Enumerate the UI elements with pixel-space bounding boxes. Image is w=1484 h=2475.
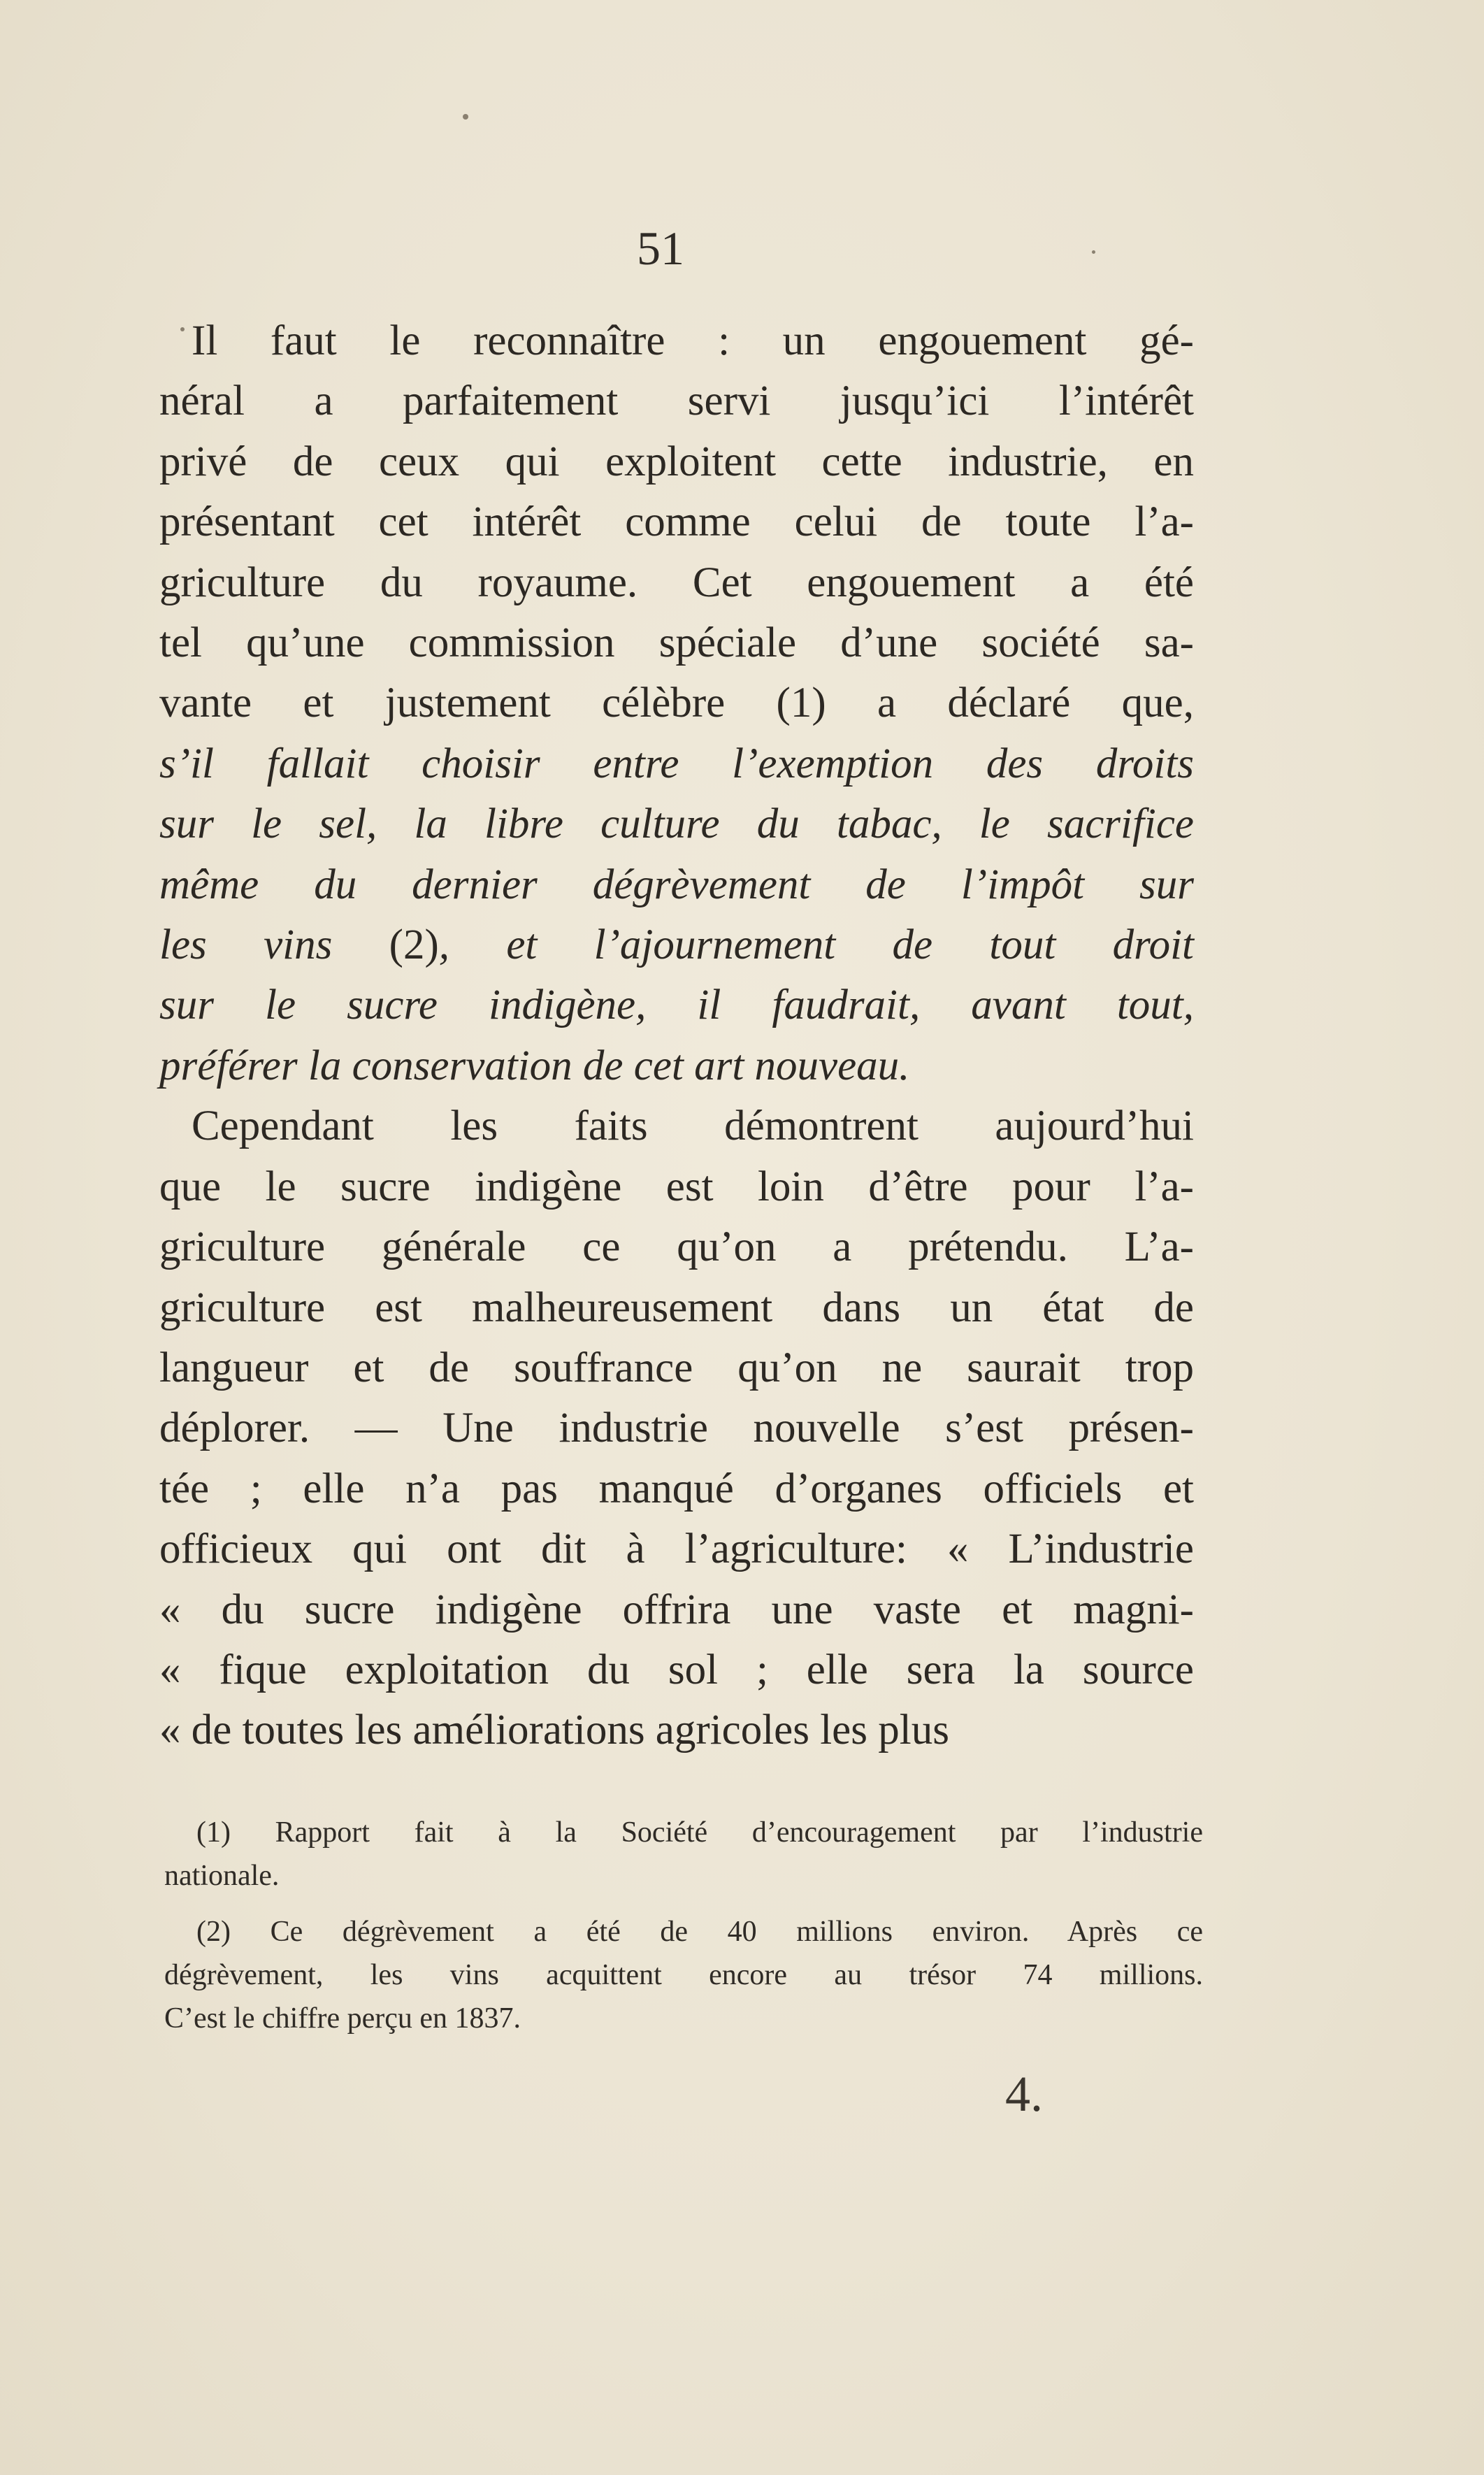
- text-segment: s’il fallait choisir entre l’exemption des droits: [159, 740, 1194, 787]
- signature-mark: 4.: [1005, 2066, 1043, 2122]
- text-line: [159, 1096, 1194, 1156]
- text-line: [159, 371, 1194, 431]
- footnote-line: (2) Ce dégrèvement a été de 40 millions environ. Après ce: [196, 1916, 1203, 1948]
- text-segment: « fique exploitation du sol ; elle sera la source: [159, 1646, 1194, 1693]
- footnote-line: (1) Rapport fait à la Société d’encouragement par l’industrie: [196, 1816, 1203, 1849]
- text-line: [159, 1217, 1194, 1277]
- page-number: 51: [637, 222, 684, 275]
- text-line: [159, 1459, 1194, 1519]
- main-text: [159, 311, 1194, 1761]
- text-segment: griculture est malheureusement dans un état de: [159, 1284, 1194, 1331]
- text-segment: sur le sel, la libre culture du tabac, le sacrifice: [159, 801, 1194, 848]
- text-segment: tel qu’une commission spéciale d’une société sa-: [159, 619, 1194, 667]
- text-segment: griculture générale ce qu’on a prétendu. L’a-: [159, 1224, 1194, 1271]
- text-segment: (2): [389, 921, 439, 969]
- text-line: [159, 1398, 1194, 1458]
- footnote-container: [164, 1811, 1203, 2040]
- paragraph-container: [159, 311, 1194, 1761]
- text-segment: sur le sucre indigène, il faudrait, avant tout,: [159, 982, 1194, 1029]
- text-segment: officieux qui ont dit à l’agriculture: « L’industrie: [159, 1526, 1194, 1573]
- footnote-line: dégrèvement, les vins acquittent encore au trésor 74 millions.: [164, 1959, 1203, 1991]
- text-line: [159, 553, 1194, 613]
- text-segment: privé de ceux qui exploitent cette industrie, en: [159, 438, 1194, 485]
- text-segment: tée ; elle n’a pas manqué d’organes officiels et: [159, 1465, 1194, 1512]
- text-segment: présentant cet intérêt comme celui de toute l’a-: [159, 498, 1194, 546]
- text-line: [159, 1278, 1194, 1338]
- ink-speck: [463, 114, 468, 120]
- footnote: [164, 1910, 1203, 2040]
- text-line: [159, 1519, 1194, 1579]
- text-line: [159, 1700, 1194, 1760]
- text-line: [159, 492, 1194, 552]
- text-segment: griculture du royaume. Cet engouement a été: [159, 559, 1194, 606]
- paragraph: [159, 1096, 1194, 1760]
- text-line: [159, 1580, 1194, 1640]
- text-segment: même du dernier dégrèvement de l’impôt sur: [159, 861, 1194, 908]
- footnotes: [164, 1811, 1203, 2053]
- text-line: [159, 734, 1194, 794]
- text-segment: « du sucre indigène offrira une vaste et magni-: [159, 1586, 1194, 1633]
- text-segment: « de toutes les améliorations agricoles les plus: [159, 1707, 949, 1754]
- text-line: [159, 613, 1194, 673]
- text-line: [159, 432, 1194, 492]
- text-segment: les vins: [159, 921, 389, 969]
- text-segment: Cependant les faits démontrent aujourd’hui: [192, 1103, 1194, 1150]
- text-line: [159, 1036, 1194, 1096]
- text-segment: Il faut le reconnaître : un engouement gé-: [192, 317, 1194, 364]
- text-line: [159, 1338, 1194, 1398]
- footnote: [164, 1811, 1203, 1898]
- paragraph: [159, 311, 1194, 1096]
- text-segment: que le sucre indigène est loin d’être pour l’a-: [159, 1163, 1194, 1210]
- footnote-line: C’est le chiffre perçu en 1837.: [164, 2002, 521, 2035]
- text-line: [159, 1157, 1194, 1217]
- text-line: [159, 311, 1194, 371]
- text-line: [159, 673, 1194, 733]
- text-line: [159, 855, 1194, 915]
- text-line: [159, 1640, 1194, 1700]
- text-segment: langueur et de souffrance qu’on ne saurait trop: [159, 1344, 1194, 1391]
- text-segment: préférer la conservation de cet art nouveau.: [159, 1042, 910, 1089]
- text-segment: déplorer. — Une industrie nouvelle s’est présen-: [159, 1405, 1194, 1452]
- footnote-line: nationale.: [164, 1860, 280, 1892]
- text-line: [159, 975, 1194, 1035]
- text-segment: néral a parfaitement servi jusqu’ici l’intérêt: [159, 378, 1194, 425]
- text-line: [159, 794, 1194, 854]
- text-segment: vante et justement célèbre (1) a déclaré que,: [159, 680, 1194, 727]
- text-line: [159, 915, 1194, 975]
- text-segment: , et l’ajournement de tout droit: [438, 921, 1194, 969]
